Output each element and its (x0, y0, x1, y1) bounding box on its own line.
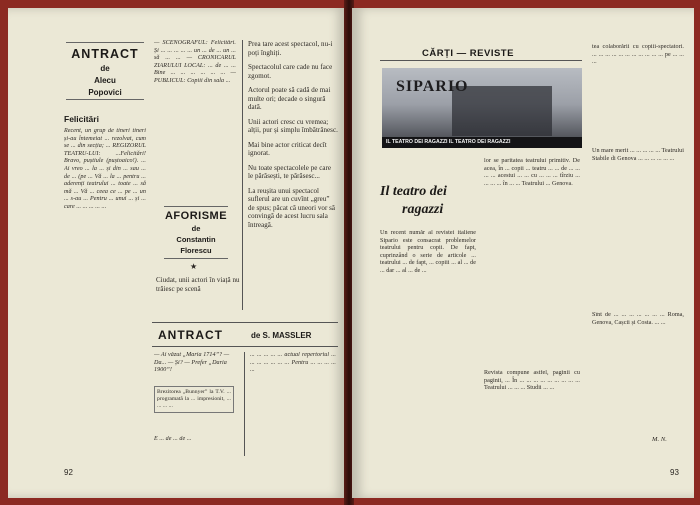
section-header: CĂRȚI — REVISTE (422, 48, 514, 59)
article-column-2: lor se paritatea teatrului primitiv. De acea, în ... copii ... teatru ... ... de ... ... ... ... acestui ... ... cu ... ... ... tîrziu ... ... ... ... în ... ... Teatrului ... Genova. (484, 158, 580, 187)
article-column-1: Un recent număr al revistei italiene Sipario este consacrat problemelor teatrului pentru copii. De fapt, cuprinzând o serie de articole ... teatrului ... de fapt, ... copiii ... al ... de ... dar ... al ... de ... (380, 230, 476, 274)
star-icon: ★ (190, 262, 198, 271)
antract2-closing: E ... de ... de ... (154, 436, 192, 442)
antract2-column-2: ... ... ... ... ... actual repertoriul ... ... ... ... ... ... ... Pentru ... ... ... ... ... (250, 352, 336, 374)
aphorism-item: Spectacolul care cade nu face zgomot. (248, 63, 333, 80)
right-page (352, 8, 694, 498)
article-column-3: tea colaborării cu copiii-spectatori. ... ... ... ... ... ... ... ... ... ... ... pe ... ... ... (592, 44, 684, 66)
article-column-3-end: Sînt de ... ... ... ... ... ... ... Roma, Genova, Cașcii și Costa. ... ... (592, 312, 684, 326)
header-rule (380, 60, 582, 61)
antract2-title: ANTRACT (158, 328, 223, 342)
author-signature: M. N. (652, 436, 667, 443)
aphorism-item: Mai bine actor criticat decît ignorat. (248, 140, 327, 157)
aphorism-item: Unii actori cresc cu vremea; alții, pur și simplu îmbătrânesc. (248, 117, 338, 134)
aforisme-title: AFORISME (164, 210, 228, 222)
felicitari-heading: Felicitări (64, 114, 99, 124)
antract-heading-block (66, 42, 144, 100)
article-title-line-1: Il teatro dei (380, 184, 447, 199)
photo-caption: IL TEATRO DEI RAGAZZI IL TEATRO DEI RAGAZZI (382, 137, 582, 148)
aphorism-item: Actorul poate să cadă de mai multe ori; decade o singură dată. (248, 86, 331, 111)
article-title-line-2: ragazzi (402, 202, 444, 217)
aphorism-list (248, 40, 338, 229)
aforisme-heading-block (164, 206, 228, 259)
aphorism-intro: Prea tare acest spectacol, nu-i poți înghiți. (248, 40, 333, 57)
antract2-boxed-text: Brezitorea „Bunnyer” la T.V. ... programată la ... impresionit, ... ... ... ... (157, 389, 231, 409)
aforisme-author-first: Constantin (176, 235, 216, 244)
antract2-dialogue: — Ai văzut „Maria 1714”? — Da... — Și? — Prefer „Daria 1900”! (154, 352, 230, 374)
article-column-3-middle: Un mare merit ... ... ... ... ... Teatrului Stabile di Genova ... ... ... ... ... ... (592, 148, 684, 162)
aforisme-text: Ciudat, unii actori în viață nu trăiesc pe scenă (156, 276, 240, 293)
section-rule (152, 346, 338, 347)
article-column-2-continued: Revista compune astfel, paginii cu paginii, ... În ... ... ... ... ... ... ... ... ... Teatrului ... ... ... Studii ... ... (484, 370, 580, 392)
antract-by: de (100, 64, 110, 73)
magazine-title: SIPARIO (396, 78, 469, 95)
aphorism-item: Nu toate spectacolele pe care le părăsești, te părăsesc... (248, 163, 332, 180)
antract-title: ANTRACT (71, 47, 139, 61)
column-divider (244, 352, 245, 456)
boxed-anecdote (154, 386, 234, 413)
left-page (8, 8, 346, 498)
page-number: 92 (64, 468, 73, 477)
article-column-2: — SCENOGRAFUL: Felicitări. Și ... ... ... ... ... un ... de ... un ... să ... ... — CRONICARUL ZIARULUI LOCAL: ... de ... ... Bine ... ... ... ... ... ... — PUBLICUL: Copiii din sala ... (154, 40, 236, 84)
page-number: 93 (670, 468, 679, 477)
aforisme-author-last: Florescu (180, 246, 212, 255)
antract2-author: de S. MASSLER (251, 331, 312, 340)
section-rule (152, 322, 338, 323)
antract-author-first: Alecu (94, 76, 116, 85)
article-column-1: Recent, un grup de tineri tineri și-au întemeiat ... rezolvat, cum se ... din secția; ... REGIZORUL TEATRU-LUI: ...Felicitări! Bravo, puștiule (puștoaico!). ... Ai vreo ... la ... și din ... sau ... de ... (pe ... Vă ... la ... pentru ... aderenți teatrului ... toate ... să mă ... Vă ... ceea ce ... pe ... un ... s-au ... Pentru ... unui ... și ... care ... ... ... ... ... (64, 128, 146, 210)
column-divider (242, 40, 243, 310)
aforisme-by: de (191, 224, 201, 233)
antract-author-last: Popovici (88, 88, 122, 97)
magazine-cover-photo (382, 68, 582, 148)
aphorism-item: La reușita unui spectacol suflerul are un cuvînt „greu” de spus; păcat că uneori vor să convingă de acest lucru sala întreagă. (248, 186, 336, 229)
